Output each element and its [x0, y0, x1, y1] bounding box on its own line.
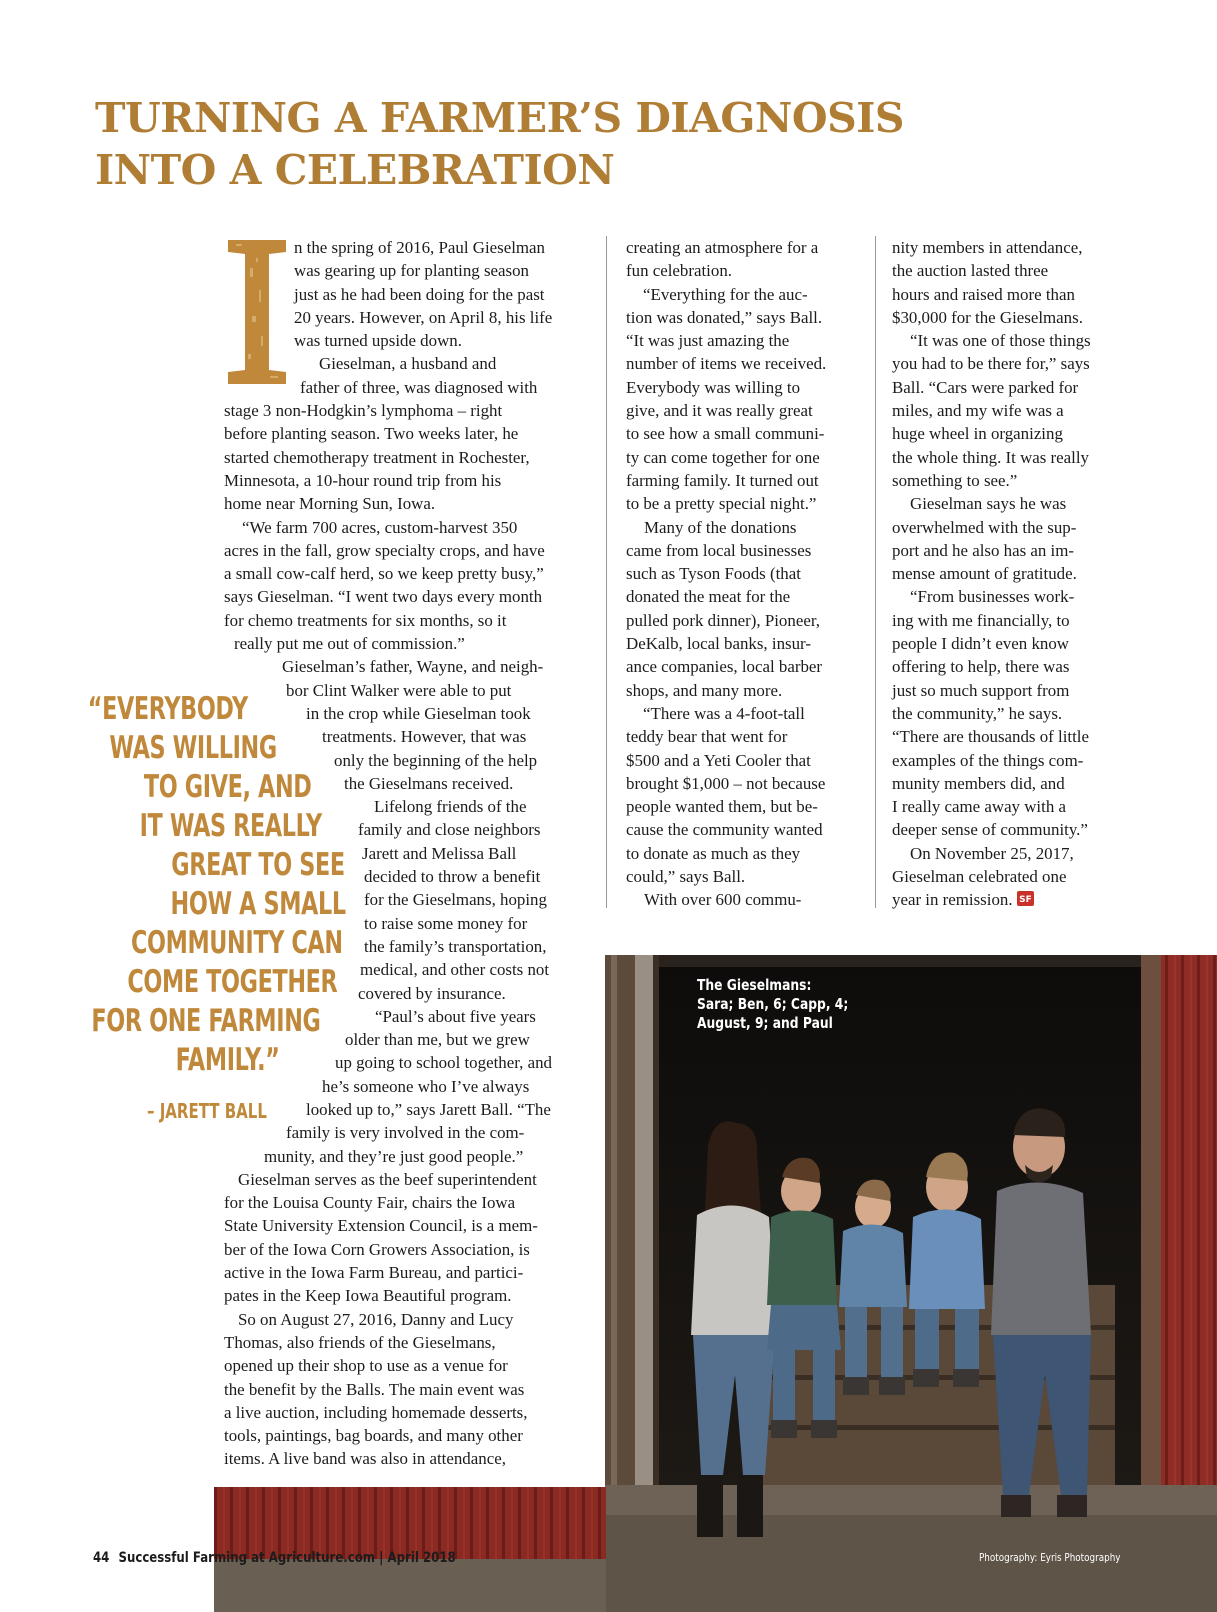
text-line: tion was donated,” says Ball. [626, 307, 823, 327]
text-line: brought $1,000 – not because [626, 773, 826, 793]
text-line: active in the Iowa Farm Bureau, and partici- [224, 1263, 524, 1283]
text-line: Gieselman says he was [910, 494, 1067, 514]
pull-quote-line: COME TOGETHER [127, 964, 338, 1000]
paragraph [224, 352, 586, 515]
text-line: acres in the fall, grow specialty crops, and have [224, 540, 545, 560]
text-line: nity members in attendance, [892, 238, 1083, 257]
text-line: the benefit by the Balls. The main event was [224, 1379, 525, 1399]
paragraph [626, 702, 859, 888]
text-line: Gieselman serves as the beef superintendent [238, 1169, 537, 1189]
text-line: creating an atmosphere for a [626, 238, 819, 257]
text-line: miles, and my wife was a [892, 401, 1064, 421]
text-line: mense amount of gratitude. [892, 564, 1077, 584]
text-line: could,” says Ball. [626, 867, 746, 887]
family-photo [605, 955, 1217, 1612]
text-line: “It was one of those things [910, 331, 1091, 351]
text-line: pulled pork dinner), Pioneer, [626, 610, 820, 630]
text-line: “There was a 4-foot-tall [643, 703, 805, 723]
caption-line: Sara; Ben, 6; Capp, 4; [697, 995, 849, 1013]
text-line: people wanted them, but be- [626, 797, 818, 817]
text-line: treatments. However, that was [322, 727, 527, 747]
text-line: $30,000 for the Gieselmans. [892, 307, 1083, 327]
text-line: really put me out of commission.” [234, 634, 465, 654]
text-line: deeper sense of community.” [892, 820, 1088, 840]
pull-quote-line: TO GIVE, AND [143, 769, 312, 805]
text-line: “From businesses work- [910, 587, 1075, 607]
text-line: a live auction, including homemade desserts, [224, 1402, 528, 1422]
pull-quote-line: “EVERYBODY [87, 691, 248, 727]
text-line: farming family. It turned out [626, 470, 819, 490]
text-line: I really came away with a [892, 797, 1066, 817]
text-line: only the beginning of the help [334, 750, 538, 770]
photo-credit: Photography: Eyris Photography [979, 1551, 1121, 1564]
text-line: Gieselman celebrated one [892, 867, 1067, 887]
paragraph [224, 516, 586, 656]
column-divider [606, 236, 607, 908]
paragraph [892, 329, 1125, 492]
text-line: people I didn’t even know [892, 634, 1069, 654]
text-line: hours and raised more than [892, 284, 1075, 304]
text-line: in the crop while Gieselman took [306, 703, 531, 723]
text-line: huge wheel in organizing [892, 424, 1063, 444]
text-line: overwhelmed with the sup- [892, 517, 1077, 537]
text-line: covered by insurance. [358, 983, 506, 1003]
paragraph [892, 492, 1125, 585]
text-line: Gieselman’s father, Wayne, and neigh- [282, 657, 544, 677]
paragraph-intro [224, 236, 586, 352]
pull-quote-line: GREAT TO SEE [171, 847, 345, 883]
text-line: the whole thing. It was really [892, 447, 1090, 467]
text-line: DeKalb, local banks, insur- [626, 634, 811, 654]
article-column-3 [892, 236, 1125, 912]
paragraph [626, 516, 859, 702]
svg-text:SF: SF [1018, 895, 1032, 906]
paragraph [892, 236, 1125, 329]
text-line: port and he also has an im- [892, 540, 1074, 560]
text-line-with-end-mark [892, 888, 1125, 911]
text-line: Ball. “Cars were parked for [892, 377, 1079, 397]
text-line: ber of the Iowa Corn Growers Association, is [224, 1239, 530, 1259]
text-line: “Everything for the auc- [643, 284, 808, 304]
text-line: 20 years. However, on April 8, his life [294, 307, 553, 327]
caption-line: August, 9; and Paul [697, 1014, 833, 1032]
text-line: “We farm 700 acres, custom-harvest 350 [242, 517, 518, 537]
text-line: “There are thousands of little [892, 727, 1089, 747]
text-line: year in remission. [892, 890, 1013, 910]
text-line: stage 3 non-Hodgkin’s lymphoma – right [224, 401, 503, 421]
text-line: just as he had been doing for the past [294, 284, 545, 304]
text-line: to be a pretty special night.” [626, 494, 817, 514]
text-line: was gearing up for planting season [294, 261, 530, 281]
text-line: On November 25, 2017, [910, 843, 1074, 863]
text-line: Thomas, also friends of the Gieselmans, [224, 1332, 496, 1352]
text-line: father of three, was diagnosed with [300, 377, 538, 397]
text-line: So on August 27, 2016, Danny and Lucy [238, 1309, 514, 1329]
text-line: a small cow-calf herd, so we keep pretty busy,” [224, 564, 544, 584]
paragraph [224, 1168, 586, 1308]
text-line: he’s someone who I’ve always [322, 1076, 530, 1096]
text-line: medical, and other costs not [360, 960, 550, 980]
text-line: number of items we received. [626, 354, 827, 374]
text-line: examples of the things com- [892, 750, 1084, 770]
text-line: to raise some money for [364, 913, 528, 933]
page-number: 44 [93, 1550, 110, 1566]
text-line: decided to throw a benefit [364, 867, 541, 887]
text-line: family and close neighbors [358, 820, 541, 840]
pull-quote-line: HOW A SMALL [170, 886, 346, 922]
text-line: says Gieselman. “I went two days every month [224, 587, 543, 607]
text-line: munity members did, and [892, 773, 1065, 793]
text-line: Everybody was willing to [626, 377, 801, 397]
paragraph [892, 585, 1125, 841]
paragraph [892, 842, 1125, 912]
text-line: shops, and many more. [626, 680, 783, 700]
text-line: the community,” he says. [892, 703, 1063, 723]
text-line: tools, paintings, bag boards, and many other [224, 1426, 523, 1446]
text-line: family is very involved in the com- [286, 1123, 525, 1143]
text-line: opened up their shop to use as a venue for [224, 1356, 508, 1376]
pull-quote [82, 690, 346, 1080]
text-line: the auction lasted three [892, 261, 1049, 281]
text-line: pates in the Keep Iowa Beautiful program. [224, 1286, 512, 1306]
headline-line-1: TURNING A FARMER’S DIAGNOSIS [95, 94, 904, 142]
text-line: to see how a small communi- [626, 424, 825, 444]
text-line: ance companies, local barber [626, 657, 823, 677]
text-line: “It was just amazing the [626, 331, 790, 351]
text-line: give, and it was really great [626, 401, 813, 421]
text-line: munity, and they’re just good people.” [264, 1146, 524, 1166]
paragraph [626, 283, 859, 516]
pull-quote-line: IT WAS REALLY [139, 808, 322, 844]
pull-quote-line: COMMUNITY CAN [130, 925, 343, 961]
article-column-2 [626, 236, 859, 912]
text-line: to donate as much as they [626, 843, 801, 863]
text-line: ty can come together for one [626, 447, 820, 467]
publication-line: Successful Farming at Agriculture.com | April 2018 [118, 1550, 456, 1566]
text-line: items. A live band was also in attendance, [224, 1449, 506, 1469]
text-line: n the spring of 2016, Paul Gieselman [294, 238, 545, 257]
text-line: Minnesota, a 10-hour round trip from his [224, 470, 502, 490]
text-line: older than me, but we grew [345, 1030, 530, 1050]
paragraph [626, 236, 859, 283]
text-line: Jarett and Melissa Ball [362, 843, 517, 863]
text-line: donated the meat for the [626, 587, 791, 607]
photo-caption [697, 976, 848, 1033]
page-footer [93, 1550, 456, 1566]
headline [95, 92, 1095, 196]
text-line: for the Louisa County Fair, chairs the Iowa [224, 1193, 516, 1213]
pull-quote-attribution: – JARETT BALL [147, 1099, 267, 1123]
paragraph [626, 888, 859, 911]
column-divider [875, 236, 876, 908]
text-line: ing with me financially, to [892, 610, 1070, 630]
text-line: Many of the donations [644, 517, 797, 537]
sf-end-mark-icon [1017, 891, 1034, 906]
text-line: With over 600 commu- [644, 890, 802, 910]
text-line: for the Gieselmans, hoping [364, 890, 547, 910]
text-line: cause the community wanted [626, 820, 823, 840]
text-line: $500 and a Yeti Cooler that [626, 750, 811, 770]
text-line: before planting season. Two weeks later, he [224, 424, 519, 444]
pull-quote-line: FOR ONE FARMING [91, 1003, 321, 1039]
text-line: Lifelong friends of the [374, 797, 527, 817]
text-line: such as Tyson Foods (that [626, 564, 801, 584]
text-line: started chemotherapy treatment in Rochester, [224, 447, 530, 467]
text-line: came from local businesses [626, 540, 812, 560]
text-line: for chemo treatments for six months, so it [224, 610, 507, 630]
text-line: home near Morning Sun, Iowa. [224, 494, 436, 514]
text-line: just so much support from [892, 680, 1070, 700]
paragraph [224, 1308, 586, 1471]
text-line: offering to help, there was [892, 657, 1070, 677]
text-line: the family’s transportation, [364, 936, 547, 956]
caption-line: The Gieselmans: [697, 976, 812, 994]
text-line: up going to school together, and [335, 1053, 552, 1073]
headline-line-2: INTO A CELEBRATION [95, 146, 615, 194]
pull-quote-line: WAS WILLING [109, 730, 277, 766]
text-line: you had to be there for,” says [892, 354, 1090, 374]
pull-quote-line: FAMILY.” [175, 1042, 280, 1078]
text-line: looked up to,” says Jarett Ball. “The [306, 1099, 551, 1119]
text-line: bor Clint Walker were able to put [286, 680, 512, 700]
text-line: State University Extension Council, is a mem- [224, 1216, 538, 1236]
text-line: Gieselman, a husband and [319, 354, 497, 374]
text-line: fun celebration. [626, 261, 732, 281]
text-line: the Gieselmans received. [344, 773, 514, 793]
text-line: something to see.” [892, 470, 1018, 490]
text-line: was turned upside down. [294, 331, 462, 351]
text-line: “Paul’s about five years [375, 1006, 536, 1026]
text-line: teddy bear that went for [626, 727, 788, 747]
